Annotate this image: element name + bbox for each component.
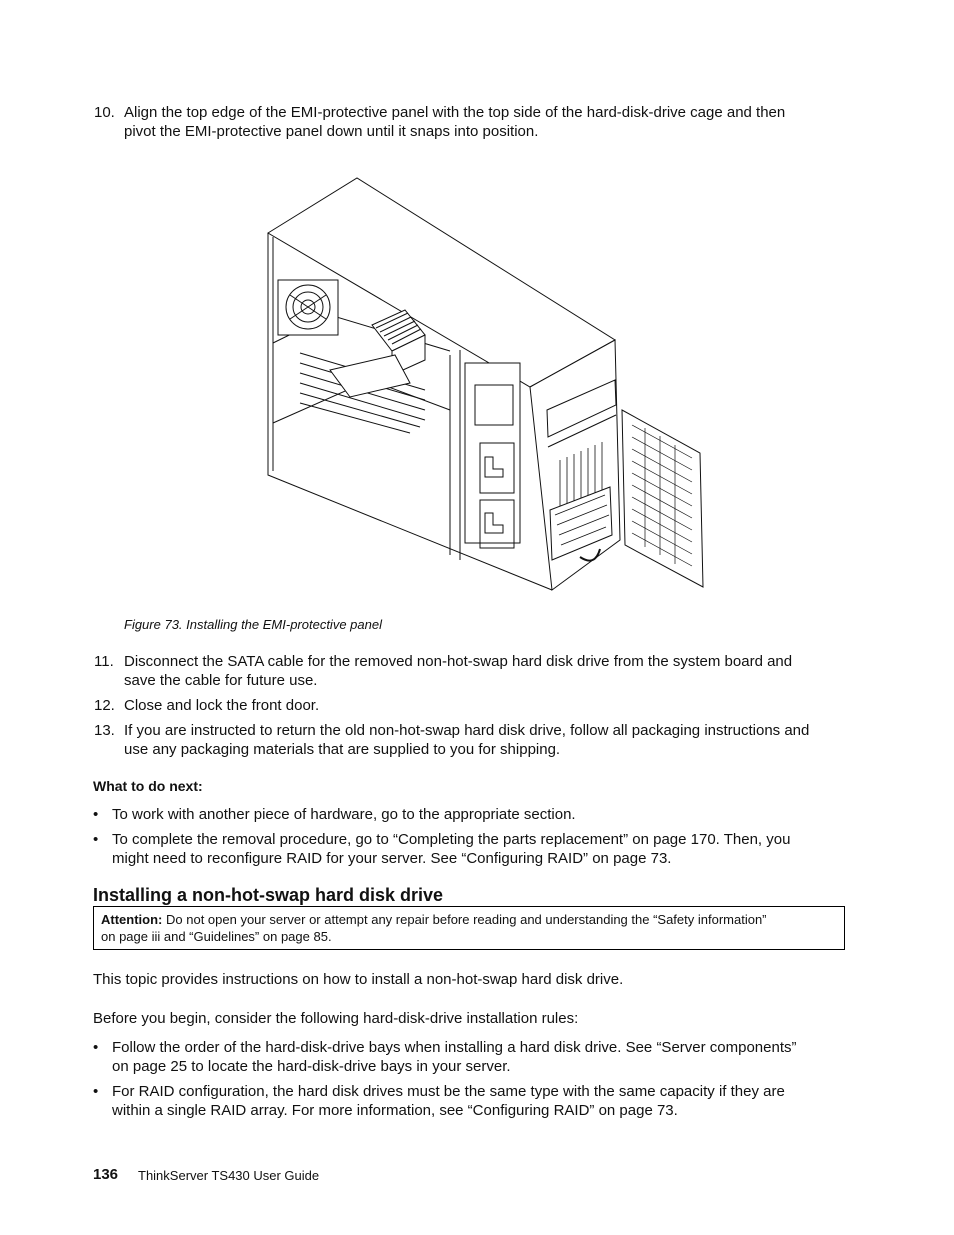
step-text-line-2: use any packaging materials that are supplied to you for shipping. [124,741,561,758]
attention-box [93,906,845,950]
rule-bullet-2 [93,1082,873,1122]
bullet-text-line-2: might need to reconfigure RAID for your server. See “Configuring RAID” on page 73. [112,850,672,867]
bullet-marker: • [93,1039,99,1056]
attention-label: Attention: [101,912,163,927]
bullet-marker: • [93,1083,99,1100]
step-text-line-1: Close and lock the front door. [124,697,320,714]
bullet-marker: • [93,831,99,848]
bullet-text-line-1: Follow the order of the hard-disk-drive bays when installing a hard disk drive. See “Server components” [112,1039,797,1056]
document-title: ThinkServer TS430 User Guide [138,1168,320,1183]
attention-line-2: on page iii and “Guidelines” on page 85. [101,929,332,944]
rule-bullet-1 [93,1038,873,1078]
intro-paragraph: This topic provides instructions on how to install a non-hot-swap hard disk drive. [93,971,624,988]
step-number: 11. [94,653,114,670]
step-number: 13. [94,722,115,739]
bullet-marker: • [93,806,99,823]
section-title: Installing a non-hot-swap hard disk drive [93,885,444,905]
step-number: 10. [94,104,115,121]
step-11 [94,652,874,692]
next-bullet-2 [93,830,873,870]
step-text-line-2: pivot the EMI-protective panel down until it snaps into position. [124,123,539,140]
bullet-text-line-2: on page 25 to locate the hard-disk-drive bays in your server. [112,1058,511,1075]
step-text-line-1: Align the top edge of the EMI-protective panel with the top side of the hard-disk-drive cage and then [124,104,786,121]
step-10 [94,103,874,143]
figure-illustration [260,175,710,600]
bullet-text-line-1: For RAID configuration, the hard disk drives must be the same type with the same capacity if they are [112,1083,785,1100]
step-text-line-2: save the cable for future use. [124,672,318,689]
step-number: 12. [94,697,115,714]
step-text-line-1: If you are instructed to return the old non-hot-swap hard disk drive, follow all packaging instructions and [124,722,810,739]
what-to-do-next-heading: What to do next: [93,778,203,794]
attention-line-1 [101,911,837,928]
next-bullet-1 [93,805,873,825]
step-13 [94,721,874,761]
step-12 [94,696,874,716]
bullet-text-line-1: To complete the removal procedure, go to “Completing the parts replacement” on page 170. Then, you [112,831,791,848]
step-text-line-1: Disconnect the SATA cable for the removed non-hot-swap hard disk drive from the system board and [124,653,793,670]
bullet-text-line-1: To work with another piece of hardware, go to the appropriate section. [112,806,576,823]
attention-text: Do not open your server or attempt any repair before reading and understanding the “Safety information” [166,912,767,927]
bullet-text-line-2: within a single RAID array. For more information, see “Configuring RAID” on page 73. [112,1102,678,1119]
before-paragraph: Before you begin, consider the following hard-disk-drive installation rules: [93,1010,579,1027]
figure-caption: Figure 73. Installing the EMI-protective panel [124,617,382,632]
page-number: 136 [93,1166,119,1183]
